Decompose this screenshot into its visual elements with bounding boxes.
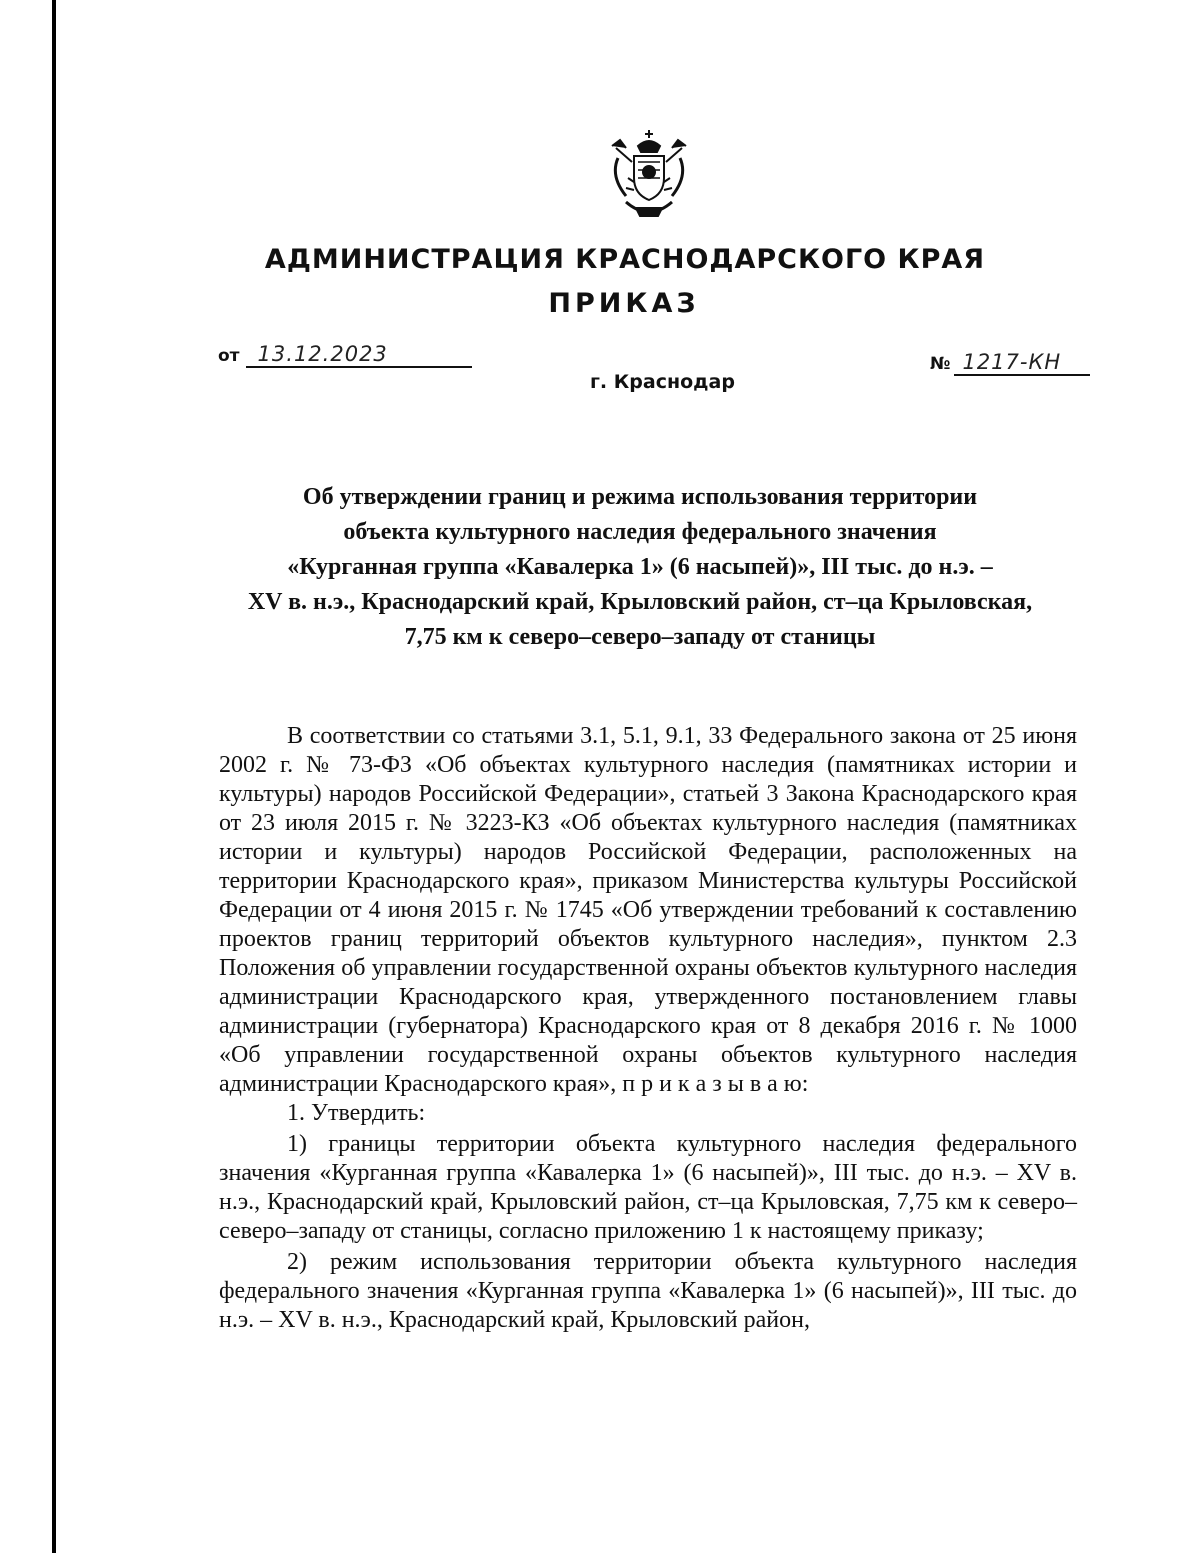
preamble-paragraph: В соответствии со статьями 3.1, 5.1, 9.1, 33 Федерального закона от 25 июня 2002 г. № 73-ФЗ «Об объектах культурного наследия (памятниках истории и культуры) народов Российской Федерации», статьей 3 Закона Краснодарского края от 23 июля 2015 г. № 3223-КЗ «Об объектах культурного наследия (памятниках истории и культуры) народов Российской Федерации, расположенных на территории Краснодарского края», приказом Министерства культуры Российской Федерации от 4 июня 2015 г. № 1745 «Об утверждении требований к составлению проектов границ территорий объектов культурного наследия», пунктом 2.3 Положения об управлении государственной охраны объектов культурного наследия администрации Краснодарского края, утвержденного постановлением главы администрации (губернатора) Краснодарского края от 8 декабря 2016 г. № 1000 «Об управлении государственной охраны объектов культурного наследия администрации Краснодарского края», п р и к а з ы в а ю: — [219, 723, 1077, 1097]
date-field — [218, 342, 472, 368]
title-line: объекта культурного наследия федерального значения — [343, 519, 937, 545]
title-line: «Курганная группа «Кавалерка 1» (6 насыпей)», III тыс. до н.э. – — [287, 554, 993, 580]
title-line: Об утверждении границ и режима использования территории — [302, 484, 978, 510]
date-underline — [246, 342, 472, 368]
number-value: 1217-КН — [962, 350, 1062, 374]
organization-name: АДМИНИСТРАЦИЯ КРАСНОДАРСКОГО КРАЯ — [264, 244, 986, 275]
number-prefix: № — [930, 354, 951, 374]
item-1-1: 1) границы территории объекта культурного наследия федерального значения «Курганная группа «Кавалерка 1» (6 насыпей)», III тыс. до н.э. – XV в. н.э., Краснодарский край, Крыловский район, ст–ца Крыловская, 7,75 км к северо–северо–западу от станицы, согласно приложению 1 к настоящему приказу; — [219, 1131, 1077, 1244]
city: г. Краснодар — [590, 371, 735, 393]
title-line: 7,75 км к северо–северо–западу от станицы — [404, 624, 876, 650]
coat-of-arms-icon — [608, 128, 690, 220]
body-text — [219, 722, 1077, 1335]
item-1: 1. Утвердить: — [287, 1100, 426, 1126]
scan-edge — [52, 0, 56, 1553]
item-1-2: 2) режим использования территории объекта культурного наследия федерального значения «Курганная группа «Кавалерка 1» (6 насыпей)», III тыс. до н.э. – XV в. н.э., Краснодарский край, Крыловский район, — [219, 1249, 1077, 1333]
date-prefix: от — [218, 346, 240, 366]
document-type: ПРИКАЗ — [548, 288, 700, 319]
number-field — [930, 350, 1090, 376]
number-underline — [954, 350, 1090, 376]
date-value: 13.12.2023 — [257, 342, 388, 366]
document-title — [200, 480, 1080, 655]
title-line: XV в. н.э., Краснодарский край, Крыловский район, ст–ца Крыловская, — [247, 589, 1033, 615]
